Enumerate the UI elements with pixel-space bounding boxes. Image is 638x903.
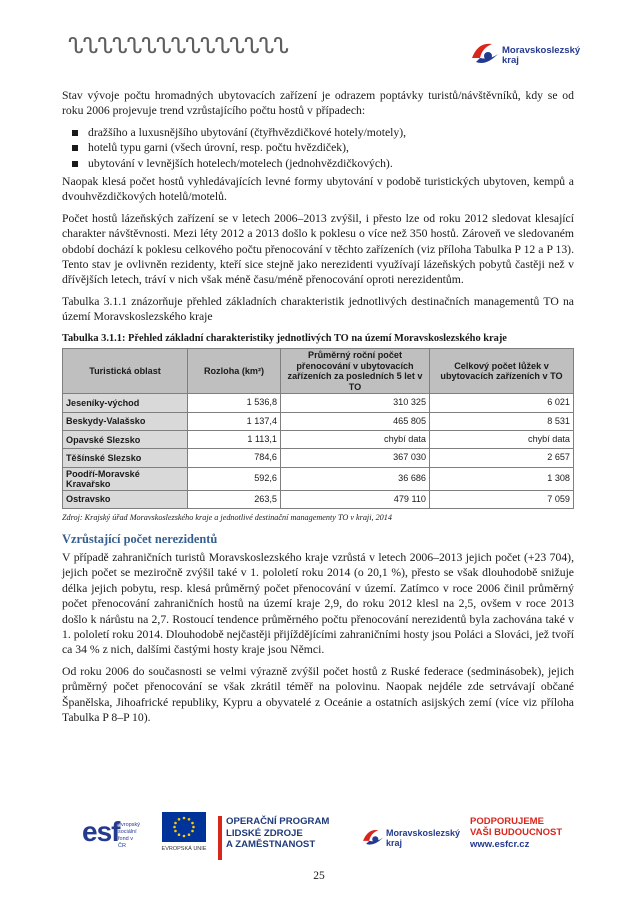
table-row: [63, 490, 574, 508]
cell-overnights: 465 805: [281, 412, 430, 430]
table-source-note: Zdroj: Krajský úřad Moravskoslezského kraje a jednotlivé destinační managementy TO v kraji, 2014: [62, 513, 392, 523]
paragraph-foreign-tourists: V případě zahraničních turistů Moravskoslezského kraje vzrůstá v letech 2006–2013 jejich počet (+23 704), jejich počet se meziročně zvýšil také v 1. pololetí roku 2014 (o 20,1 %), přesto se však dlouhodobě snižuje délka jejich pobytu, resp. klesá průměrný počet přenocování v území. Zatímco v roce 2006 činil průměrný počet přenocování zahraničních hostů na území kraje 2,9, do roku 2012 klesl na 2,5, ovšem v roce 2013 došlo k nárůstu na 2,7. Rostoucí tendence průměrného počtu přenocování nerezidentů byla zachována také v 1. pololetí roku 2014. Dlouhodobě nejčastěji přijíždějícími zahraničními hosty jsou Poláci a Slováci, jež tvoří ca 34 % z nich, dalšími častými hosty kraje jsou Němci.: [62, 550, 574, 657]
cell-overnights: 479 110: [281, 490, 430, 508]
cell-overnights: 367 030: [281, 449, 430, 467]
pod-line: PODPORUJEME: [470, 816, 544, 827]
cell-overnights: chybí data: [281, 430, 430, 448]
table-row: [63, 467, 574, 490]
cell-beds: 7 059: [430, 490, 574, 508]
bullet-item: ubytování v levnějších hotelech/motelech (jednohvězdičkových).: [62, 156, 574, 171]
paragraph-intro: Stav vývoje počtu hromadných ubytovacích zařízení je odrazem poptávky turistů/návštěvníků, kdy se od roku 2006 projevuje trend vzrůstajícího počtu hostů v případech:: [62, 89, 574, 118]
region-emblem-icon: [468, 36, 502, 70]
op-line: A ZAMĚSTNANOST: [226, 839, 316, 850]
esf-wordmark: esf: [82, 816, 120, 847]
op-lzz-logo: [218, 814, 348, 862]
esf-subtitle-line: evropský: [118, 822, 141, 828]
op-line: OPERAČNÍ PROGRAM: [226, 816, 330, 827]
esf-logo: [82, 814, 142, 864]
col-header-overnights: Průměrný roční počet přenocování v ubytovacích zařízeních za posledních 5 let v TO: [281, 349, 430, 394]
page-content: [62, 88, 574, 731]
moravskoslezsky-kraj-footer-logo: [360, 822, 460, 862]
logo-line-1: Moravskoslezský: [502, 45, 581, 56]
cell-beds: 6 021: [430, 394, 574, 412]
cell-size: 263,5: [188, 490, 281, 508]
eu-label: EVROPSKÁ UNIE: [161, 846, 207, 852]
paragraph-cheap-accommodation: Naopak klesá počet hostů vyhledávajících levné formy ubytování v podobě turistických ubytoven, kempů a dvouhvězdičkových hotelů/motelů.: [62, 175, 574, 204]
cell-area: Těšínské Slezsko: [63, 449, 188, 467]
esf-subtitle-line: fond v ČR: [118, 836, 133, 849]
esf-subtitle: [118, 822, 142, 850]
op-accent-bar: [218, 816, 222, 860]
table-row: [63, 430, 574, 448]
esf-subtitle-line: sociální: [118, 829, 137, 835]
table-row: [63, 412, 574, 430]
logo-line-2: kraj: [502, 55, 519, 66]
cell-size: 1 113,1: [188, 430, 281, 448]
paragraph-table-intro: Tabulka 3.1.1 znázorňuje přehled základních charakteristik jednotlivých destinačních managementů TO na území Moravskoslezského kraje: [62, 294, 574, 324]
podporujeme-logo: [470, 816, 590, 860]
cell-size: 1 137,4: [188, 412, 281, 430]
footer-logo-line: kraj: [386, 838, 403, 848]
table-header-row: [63, 349, 574, 394]
page-footer-logos: [0, 808, 638, 868]
cell-beds: chybí data: [430, 430, 574, 448]
paragraph-spa-guests: Počet hostů lázeňských zařízení se v letech 2006–2013 zvýšil, i přesto lze od roku 2012 sledovat klesající charakter návštěvnosti. Mezi léty 2012 a 2013 došlo k poklesu o více než 350 hostů. Zároveň ve sledovaném období dochází k poklesu celkového počtu přenocování v těchto zařízeních (viz příloha Tabulka P 12 a P 13). Tento stav je ovlivněn rezidenty, kteří sice stejně jako nerezidenti využívají lázeňských pobytů častěji než v dřívějších letech, tráví v nich však méně času/méně přenocování oproti nerezidentům.: [62, 211, 574, 287]
destination-overview-table: [62, 348, 574, 509]
cell-area: Opavské Slezsko: [63, 430, 188, 448]
pod-line: VAŠI BUDOUCNOST: [470, 827, 563, 838]
footer-logo-wordmark: [386, 828, 460, 848]
cell-beds: 2 657: [430, 449, 574, 467]
table-caption: Tabulka 3.1.1: Přehled základní charakteristiky jednotlivých TO na území Moravskoslezského kraje: [62, 332, 507, 344]
cell-area: Jeseníky-východ: [63, 394, 188, 412]
table-row: [63, 449, 574, 467]
op-wordmark: [226, 816, 329, 851]
table-row: [63, 394, 574, 412]
cell-area: Poodří-Moravské Kravařsko: [63, 467, 188, 490]
cell-beds: 8 531: [430, 412, 574, 430]
col-header-size: Rozloha (km²): [188, 349, 281, 394]
op-line: LIDSKÉ ZDROJE: [226, 827, 303, 839]
cell-area: Ostravsko: [63, 490, 188, 508]
decorative-wave-band: ᔐᔐᔐᔐᔐᔐᔐᔐᔐᔐᔐᔐᔐᔐᔐ: [68, 34, 288, 59]
page-header: [0, 0, 638, 80]
cell-area: Beskydy-Valašsko: [63, 412, 188, 430]
bullet-list: [62, 125, 574, 171]
cell-size: 784,6: [188, 449, 281, 467]
cell-size: 1 536,8: [188, 394, 281, 412]
pod-url: www.esfcr.cz: [470, 839, 530, 850]
footer-logo-line: Moravskoslezský: [386, 828, 461, 838]
cell-overnights: 310 325: [281, 394, 430, 412]
col-header-area: Turistická oblast: [63, 349, 188, 394]
col-header-beds: Celkový počet lůžek v ubytovacích zařízeních v TO: [430, 349, 574, 394]
paragraph-russian-guests: Od roku 2006 do současnosti se velmi výrazně zvýšil počet hostů z Ruské federace (sedminásobek), jejich průměrný počet přenocování se však zkrátil téměř na polovinu. Naopak nejdéle zde setrvávají občané Španělska, Jihoafrické republiky, Kypru a obyvatelé z Oceánie a ostatních asijských zemí (více viz příloha Tabulka P 8–P 10).: [62, 664, 574, 724]
logo-wordmark: [502, 46, 580, 66]
moravskoslezsky-kraj-logo: [468, 34, 588, 74]
region-emblem-icon: [360, 824, 386, 850]
cell-size: 592,6: [188, 467, 281, 490]
page-number: 25: [313, 870, 325, 882]
cell-overnights: 36 686: [281, 467, 430, 490]
eu-stars-icon: [162, 812, 206, 842]
bullet-item: dražšího a luxusnějšího ubytování (čtyřhvězdičkové hotely/motely),: [62, 125, 574, 140]
section-heading: Vzrůstající počet nerezidentů: [62, 531, 218, 546]
cell-beds: 1 308: [430, 467, 574, 490]
bullet-item: hotelů typu garni (všech úrovní, resp. počtu hvězdiček),: [62, 140, 574, 155]
eu-flag: [162, 812, 206, 842]
eu-flag-logo: [162, 812, 206, 858]
